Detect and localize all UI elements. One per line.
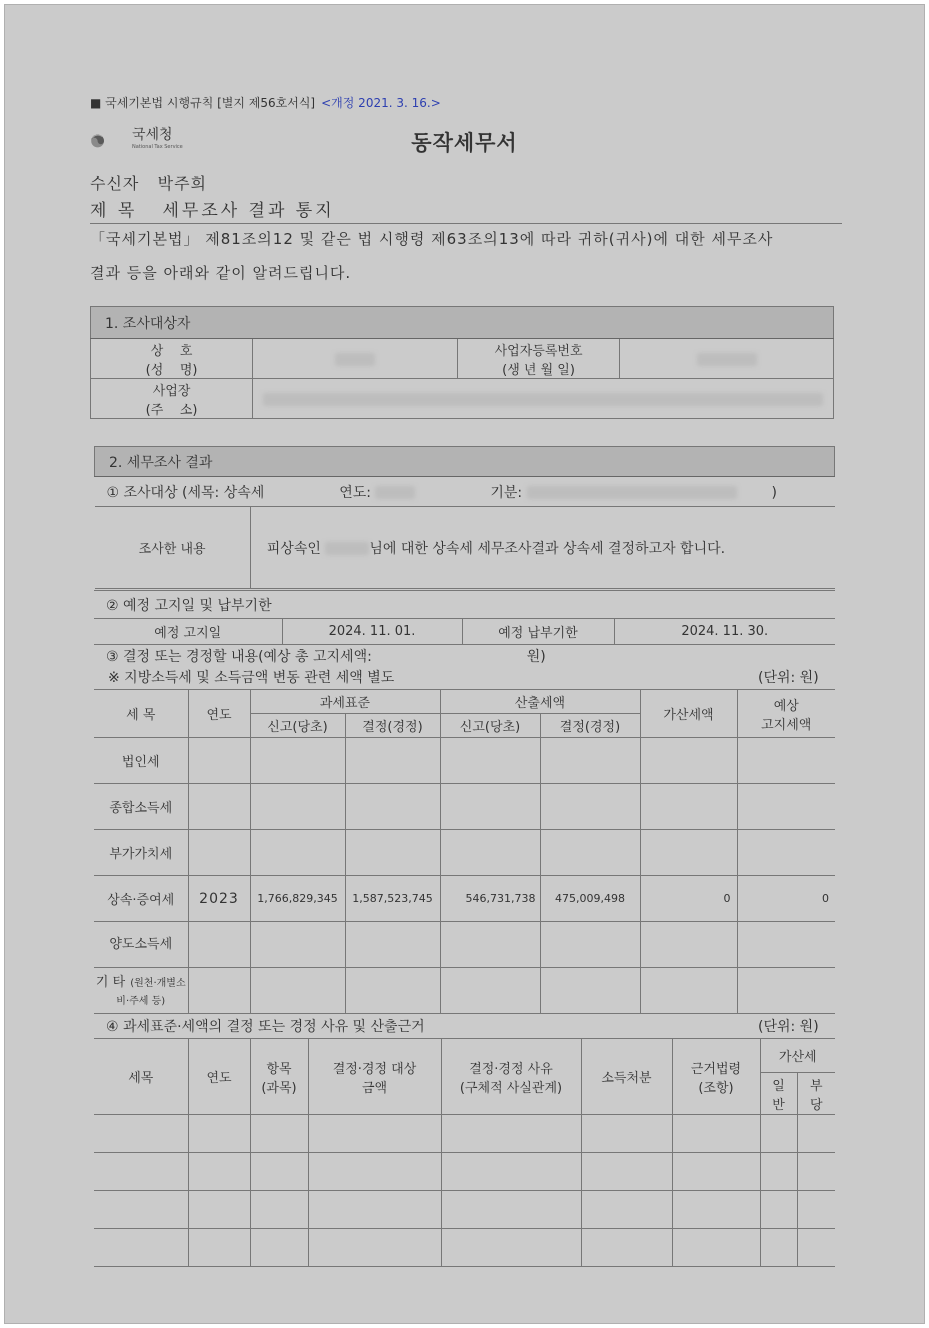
item4-unit: (단위: 원) <box>758 1019 819 1035</box>
table-row <box>94 1115 835 1153</box>
agency-name: 국세청 <box>132 127 173 143</box>
subject-text: 세무조사 결과 통지 <box>162 201 335 221</box>
item3-note: ※ 지방소득세 및 소득금액 변동 관련 세액 별도 <box>108 670 395 686</box>
col-calc-tax: 산출세액 <box>440 690 640 714</box>
table-row-inheritance: 상속·증여세 2023 1,766,829,345 1,587,523,745 546,731,738 475,009,498 0 0 <box>94 876 835 922</box>
reason-table <box>94 1038 835 1267</box>
col-penalty: 가산세액 <box>640 690 737 738</box>
col-base-decided: 결정(경정) <box>345 714 440 738</box>
notice-date-value: 2024. 11. 01. <box>282 619 462 645</box>
table-row: 종합소득세 <box>94 784 835 830</box>
col-calc-decided: 결정(경정) <box>540 714 640 738</box>
col-base-filed: 신고(당초) <box>250 714 345 738</box>
item2-table <box>94 590 835 645</box>
subject-line <box>90 196 335 221</box>
body-text-line-1: 「국세기본법」 제81조의12 및 같은 법 시행령 제63조의13에 따라 귀하(귀사)에 대한 세무조사 <box>90 230 774 248</box>
recipient-name: 박주희 <box>157 174 208 193</box>
section1-title: 1. 조사대상자 <box>91 307 834 339</box>
table-row: 양도소득세 <box>94 922 835 968</box>
col-penalty-unfair: 부 당 <box>797 1073 835 1115</box>
agency-name-en: National Tax Service <box>132 144 183 150</box>
recipient-label: 수신자 <box>90 174 140 193</box>
name-value-redacted <box>253 339 458 379</box>
address-label: 사업장 (주 소) <box>91 379 253 419</box>
table-row <box>94 1229 835 1267</box>
reg-number-value-redacted <box>620 339 834 379</box>
col-tax-base: 과세표준 <box>250 690 440 714</box>
recipient-line <box>90 171 207 194</box>
col-item: 항목 (과목) <box>250 1039 308 1115</box>
col-tax-item: 세목 <box>94 1039 188 1115</box>
name-label: 상 호 (성 명) <box>91 339 253 379</box>
col-year: 연도 <box>188 1039 250 1115</box>
col-legal-basis: 근거법령 (조항) <box>672 1039 760 1115</box>
form-note: ■ 국세기본법 시행규칙 [별지 제56호서식] <개정 2021. 3. 16.> <box>90 96 441 110</box>
col-penalty: 가산세 <box>760 1039 835 1073</box>
col-expected-tax: 예상 고지세액 <box>737 690 835 738</box>
col-tax-type: 세 목 <box>94 690 188 738</box>
col-reason: 결정·경정 사유 (구체적 사실관계) <box>441 1039 581 1115</box>
item3-line: ③ 결정 또는 경정할 내용(예상 총 고지세액: 원) <box>106 649 546 665</box>
section2-table <box>94 446 835 589</box>
subject-label: 제 목 <box>90 201 138 221</box>
item1-label: ① 조사대상 (세목: 상속세 <box>106 484 265 501</box>
due-date-value: 2024. 11. 30. <box>614 619 835 645</box>
col-calc-filed: 신고(당초) <box>440 714 540 738</box>
tax-result-table <box>94 689 835 1014</box>
reg-number-label: 사업자등록번호 (생 년 월 일) <box>458 339 620 379</box>
table-row: 기 타 (원천·개별소비·주세 등) <box>94 968 835 1014</box>
item4-label: ④ 과세표준·세액의 결정 또는 경정 사유 및 산출근거 <box>106 1019 425 1035</box>
due-date-label: 예정 납부기한 <box>462 619 614 645</box>
col-year: 연도 <box>188 690 250 738</box>
item1-line: ① 조사대상 (세목: 상속세 연도: 기분: ) <box>95 477 835 507</box>
table-row <box>94 1191 835 1229</box>
col-amount: 결정·경정 대상 금액 <box>308 1039 441 1115</box>
notice-date-label: 예정 고지일 <box>94 619 282 645</box>
body-text-line-2: 결과 등을 아래와 같이 알려드립니다. <box>90 264 352 282</box>
tax-office-title: 동작세무서 <box>411 131 518 155</box>
section2-title: 2. 세무조사 결과 <box>95 447 835 477</box>
item1-year-label: 연도: <box>339 484 371 501</box>
content-label: 조사한 내용 <box>95 507 251 589</box>
item1-period-label: 기분: <box>490 484 523 501</box>
divider <box>90 223 842 224</box>
col-income-disposal: 소득처분 <box>581 1039 672 1115</box>
revision-note: <개정 2021. 3. 16.> <box>321 96 441 110</box>
address-value-redacted <box>253 379 834 419</box>
table-row: 부가가치세 <box>94 830 835 876</box>
table-row <box>94 1153 835 1191</box>
col-penalty-general: 일 반 <box>760 1073 797 1115</box>
table-row: 법인세 <box>94 738 835 784</box>
item3-unit: (단위: 원) <box>758 670 819 686</box>
section1-table <box>90 306 834 419</box>
item2-label: ② 예정 고지일 및 납부기한 <box>94 591 835 619</box>
content-value: 피상속인 님에 대한 상속세 세무조사결과 상속세 결정하고자 합니다. <box>250 507 834 589</box>
